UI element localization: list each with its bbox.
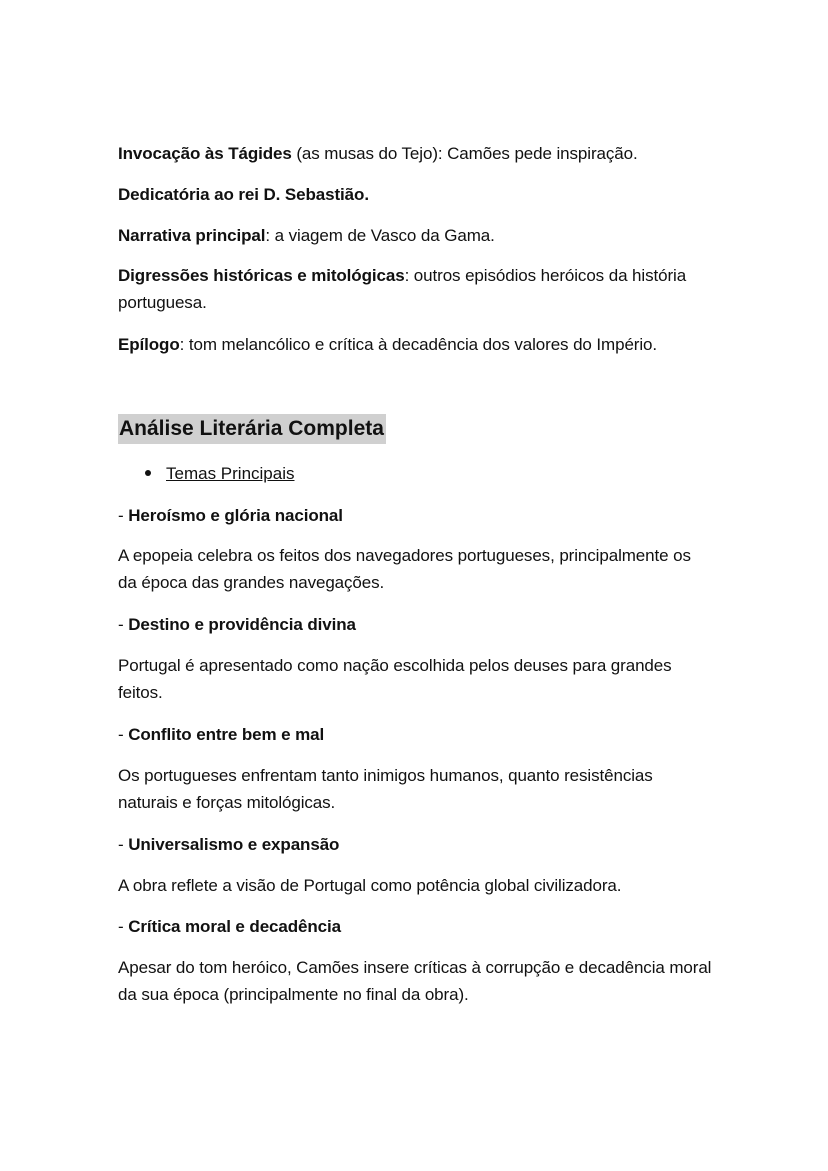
dash: - <box>118 725 129 744</box>
dash: - <box>118 506 129 525</box>
intro-item-digressoes <box>118 262 708 316</box>
intro-item-title: Narrativa principal <box>118 226 266 245</box>
theme-title: Universalismo e expansão <box>128 835 340 854</box>
bullet-item <box>145 460 295 487</box>
theme-text-conflito: Os portugueses enfrentam tanto inimigos humanos, quanto resistências naturais e forças mitológicas. <box>118 766 653 812</box>
intro-item-text: (as musas do Tejo): Camões pede inspiração. <box>291 144 638 163</box>
theme-text-critica: Apesar do tom heróico, Camões insere críticas à corrupção e decadência moral da sua época (principalmente no final da obra). <box>118 958 712 1004</box>
section-heading: Análise Literária Completa <box>118 414 386 444</box>
dash: - <box>118 835 129 854</box>
theme-title: Destino e providência divina <box>128 615 356 634</box>
intro-item-text: : tom melancólico e crítica à decadência dos valores do Império. <box>179 335 658 354</box>
intro-item-title: Digressões históricas e mitológicas <box>118 266 405 285</box>
theme-text-universalismo: A obra reflete a visão de Portugal como potência global civilizadora. <box>118 876 622 895</box>
theme-text-destino: Portugal é apresentado como nação escolhida pelos deuses para grandes feitos. <box>118 656 672 702</box>
bullet-icon <box>145 470 151 476</box>
bullet-label: Temas Principais <box>166 464 295 483</box>
intro-item-title: Dedicatória ao rei D. Sebastião. <box>118 185 369 204</box>
intro-item-dedicatoria <box>118 181 718 208</box>
theme-title-heroismo <box>118 502 718 529</box>
theme-title: Heroísmo e glória nacional <box>128 506 343 525</box>
theme-title-critica <box>118 913 718 940</box>
intro-item-text: : a viagem de Vasco da Gama. <box>265 226 495 245</box>
theme-title-universalismo <box>118 831 718 858</box>
intro-item-epilogo <box>118 331 718 358</box>
theme-text-heroismo: A epopeia celebra os feitos dos navegadores portugueses, principalmente os da época das grandes navegações. <box>118 546 691 592</box>
dash: - <box>118 615 129 634</box>
intro-item-invocacao <box>118 140 718 167</box>
theme-title-conflito <box>118 721 718 748</box>
theme-title-destino <box>118 611 718 638</box>
theme-title: Crítica moral e decadência <box>128 917 342 936</box>
theme-title: Conflito entre bem e mal <box>128 725 325 744</box>
intro-item-title: Epílogo <box>118 335 180 354</box>
intro-item-text: : outros episódios heróicos da história portuguesa. <box>118 266 687 312</box>
dash: - <box>118 917 129 936</box>
intro-item-narrativa <box>118 222 718 249</box>
intro-item-title: Invocação às Tágides <box>118 144 292 163</box>
